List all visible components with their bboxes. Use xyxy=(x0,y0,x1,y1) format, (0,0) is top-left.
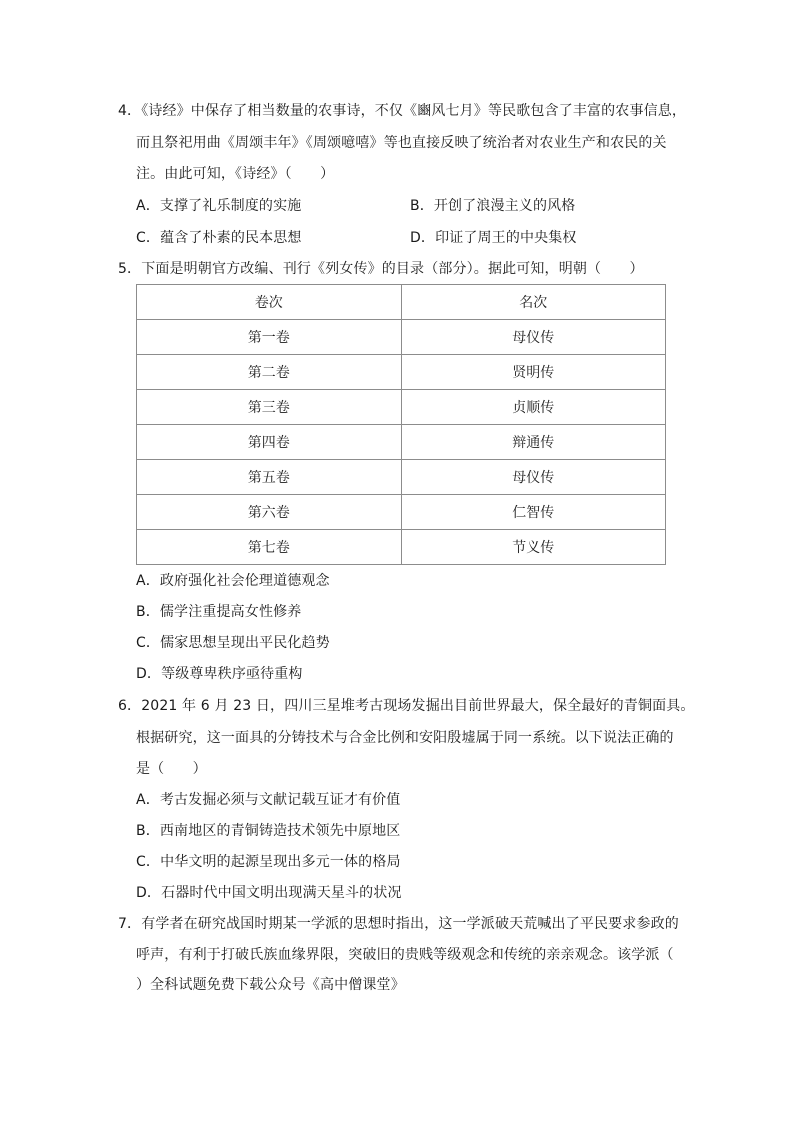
table-cell: 第三卷 xyxy=(137,390,402,425)
table-cell: 第四卷 xyxy=(137,425,402,460)
q5-stem: 5．下面是明朝官方改编、刊行《列女传》的目录（部分）。据此可知，明朝（ ） xyxy=(118,261,644,277)
table-cell: 第二卷 xyxy=(137,355,402,390)
table-cell: 第五卷 xyxy=(137,460,402,495)
q7-stem-line-1: 7．有学者在研究战国时期某一学派的思想时指出，这一学派破天荒喊出了平民要求参政的 xyxy=(118,916,679,932)
table-row xyxy=(137,495,666,530)
q4-stem-line-3: 注。由此可知，《诗经》（ ） xyxy=(136,166,335,182)
table-row xyxy=(137,320,666,355)
q4-stem-line-2: 而且祭祀用曲《周颂丰年》《周颂噫嘻》等也直接反映了统治者对农业生产和农民的关 xyxy=(136,135,667,151)
q6-option-d: D．石器时代中国文明出现满天星斗的状况 xyxy=(136,885,402,901)
table-cell: 贤明传 xyxy=(401,355,666,390)
table-row xyxy=(137,355,666,390)
q6-option-c: C．中华文明的起源呈现出多元一体的格局 xyxy=(136,854,401,870)
table-cell: 辩通传 xyxy=(401,425,666,460)
q4-option-c: C．蕴含了朴素的民本思想 xyxy=(136,230,302,246)
table-cell: 第六卷 xyxy=(137,495,402,530)
table-header-cell: 名次 xyxy=(401,285,666,320)
q5-option-b: B．儒学注重提高女性修养 xyxy=(136,604,302,620)
q6-option-a: A．考古发掘必须与文献记载互证才有价值 xyxy=(136,792,401,808)
table-row xyxy=(137,530,666,565)
q6-option-b: B．西南地区的青铜铸造技术领先中原地区 xyxy=(136,823,401,839)
q6-stem-line-2: 根据研究，这一面具的分铸技术与合金比例和安阳殷墟属于同一系统。以下说法正确的 xyxy=(136,730,674,746)
table-cell: 节义传 xyxy=(401,530,666,565)
table-cell: 第一卷 xyxy=(137,320,402,355)
table-header-row xyxy=(137,285,666,320)
table-cell: 贞顺传 xyxy=(401,390,666,425)
q7-stem-line-3: ）全科试题免费下载公众号《高中僧课堂》 xyxy=(136,977,405,993)
q7-stem-line-2: 呼声，有利于打破氏族血缘界限，突破旧的贵贱等级观念和传统的亲亲观念。该学派（ xyxy=(136,947,674,963)
q4-option-b: B．开创了浪漫主义的风格 xyxy=(410,198,576,214)
q4-stem-line-1: 4．《诗经》中保存了相当数量的农事诗，不仅《豳风七月》等民歌包含了丰富的农事信息， xyxy=(118,103,687,119)
q5-option-d: D．等级尊卑秩序亟待重构 xyxy=(136,666,303,682)
q5-option-a: A．政府强化社会伦理道德观念 xyxy=(136,573,330,589)
table-cell: 母仪传 xyxy=(401,460,666,495)
table-cell: 仁智传 xyxy=(401,495,666,530)
table-header-cell: 卷次 xyxy=(137,285,402,320)
table-cell: 第七卷 xyxy=(137,530,402,565)
q6-stem-line-1: 6．2021 年 6 月 23 日，四川三星堆考古现场发掘出目前世界最大，保全最好的青铜面具。 xyxy=(118,698,695,714)
table-row xyxy=(137,425,666,460)
lienu-zhuan-directory-table xyxy=(136,284,666,565)
q4-option-a: A．支撑了礼乐制度的实施 xyxy=(136,198,302,214)
q6-stem-line-3: 是（ ） xyxy=(136,761,207,777)
table-row xyxy=(137,390,666,425)
table-row xyxy=(137,460,666,495)
table-cell: 母仪传 xyxy=(401,320,666,355)
q5-option-c: C．儒家思想呈现出平民化趋势 xyxy=(136,635,330,651)
q4-option-d: D．印证了周王的中央集权 xyxy=(410,230,577,246)
